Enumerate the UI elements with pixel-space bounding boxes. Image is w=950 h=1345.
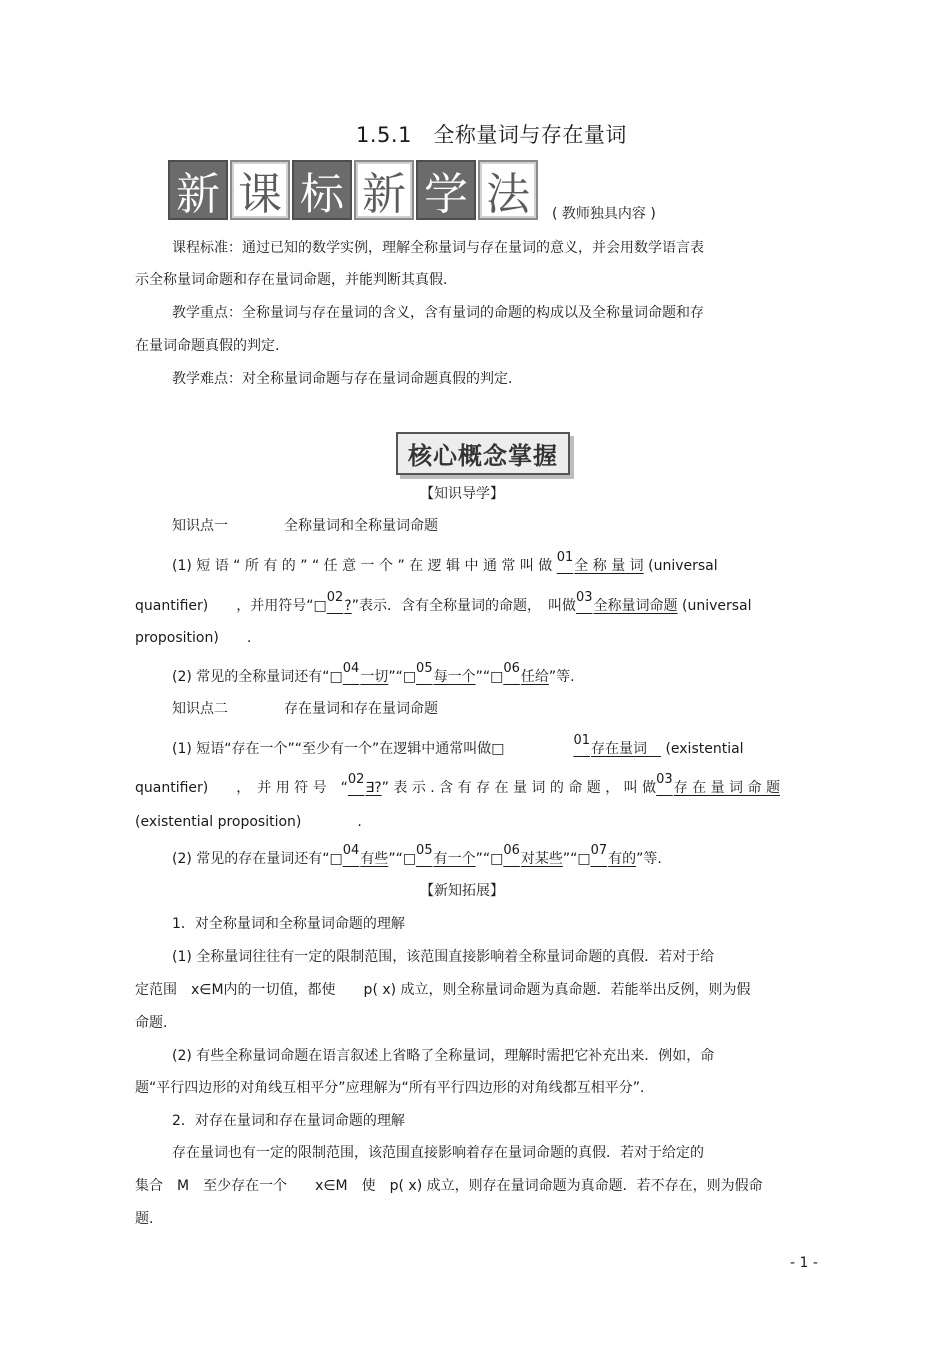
answer-blank: 02?: [326, 590, 352, 614]
expand-line: (1) 全称量词往往有一定的限制范围，该范围直接影响着全称量词命题的真假．若对于给: [172, 949, 715, 965]
focus-line: 教学重点：全称量词与存在量词的含义，含有量词的命题的构成以及全称量词命题和存: [172, 305, 704, 321]
expand-line: 命题.: [135, 1015, 168, 1031]
expand-line: 存在量词也有一定的限制范围，该范围直接影响着存在量词命题的真假．若对于给定的: [172, 1145, 704, 1161]
answer-blank: 05有一个: [416, 843, 476, 867]
expand-heading: 【新知拓展】: [420, 883, 504, 899]
expand-subheading: 2．对存在量词和存在量词命题的理解: [172, 1113, 405, 1129]
expand-line: 题“平行四边形的对角线互相平分”应理解为“所有平行四边形的对角线都互相平分”．: [135, 1080, 655, 1096]
banner-char: 新: [168, 160, 228, 220]
standard-line: 课程标准：通过已知的数学实例，理解全称量词与存在量词的意义，并会用数学语言表: [172, 240, 704, 256]
kp1-line: (1) 短 语 “ 所 有 的 ” “ 任 意 一 个 ” 在 逻 辑 中 通 常 叫 做 01全 称 量 词 (universal: [172, 550, 718, 574]
banner-char: 学: [416, 160, 476, 220]
expand-line: 集合 M 至少存在一个 x∈M 使 p( x) 成立，则存在量词命题为真命题．若不存在，则为假命: [135, 1178, 763, 1194]
banner-char: 课: [230, 160, 290, 220]
answer-blank: 03存 在 量 词 命 题: [656, 772, 780, 796]
kp1-line: quantifier) ，并用符号“□02?”表示．含有全称量词的命题， 叫做03全称量词命题 (universal: [135, 590, 752, 614]
kp2-line: (2) 常见的存在量词还有“□04有些”“□05有一个”“□06对某些”“□07有的”等.: [172, 843, 662, 867]
answer-blank: 06对某些: [503, 843, 563, 867]
banner-char: 标: [292, 160, 352, 220]
answer-blank: 01存在量词: [573, 733, 647, 757]
answer-blank: 07有的: [590, 843, 637, 867]
standard-line: 示全称量词命题和存在量词命题，并能判断其真假.: [135, 272, 448, 288]
expand-line: (2) 有些全称量词命题在语言叙述上省略了全称量词，理解时需把它补充出来．例如，命: [172, 1048, 715, 1064]
expand-line: 题.: [135, 1211, 154, 1227]
kp2-heading: 知识点二 存在量词和存在量词命题: [172, 701, 438, 717]
kp2-line: quantifier) ， 并 用 符 号 “02∃?” 表 示 . 含 有 存 在 量 词 的 命 题 ， 叫 做03存 在 量 词 命 题: [135, 772, 780, 796]
banner-note: ( 教师独具内容 ): [552, 206, 656, 222]
section-banner: [168, 160, 538, 220]
banner-char: 法: [478, 160, 538, 220]
kp1-line: (2) 常见的全称量词还有“□04一切”“□05每一个”“□06任给”等.: [172, 661, 575, 685]
kp2-line: (1) 短语“存在一个”“至少有一个”在逻辑中通常叫做□ 01存在量词 (existential: [172, 733, 744, 757]
answer-blank: 01全 称 量 词: [556, 550, 644, 574]
expand-line: 定范围 x∈M内的一切值，都使 p( x) 成立，则全称量词命题为真命题．若能举出反例，则为假: [135, 982, 751, 998]
kp2-line: (existential proposition) .: [135, 814, 362, 830]
answer-blank: 06任给: [503, 661, 549, 685]
kp1-line: proposition) .: [135, 630, 252, 646]
banner-char: 新: [354, 160, 414, 220]
focus-line: 在量词命题真假的判定.: [135, 338, 280, 354]
kp1-heading: 知识点一 全称量词和全称量词命题: [172, 518, 438, 534]
answer-blank: 05每一个: [416, 661, 476, 685]
guide-heading: 【知识导学】: [420, 486, 504, 502]
answer-blank: 02∃?: [347, 772, 382, 796]
answer-blank: 04一切: [342, 661, 389, 685]
answer-blank: 03全称量词命题: [575, 590, 678, 614]
page-title: 1.5.1 全称量词与存在量词: [356, 123, 627, 147]
expand-subheading: 1．对全称量词和全称量词命题的理解: [172, 916, 405, 932]
core-concept-heading: 核心概念掌握: [396, 432, 570, 475]
answer-blank: 04有些: [342, 843, 389, 867]
page-number: - 1 -: [790, 1255, 818, 1271]
difficulty-line: 教学难点：对全称量词命题与存在量词命题真假的判定.: [172, 371, 513, 387]
